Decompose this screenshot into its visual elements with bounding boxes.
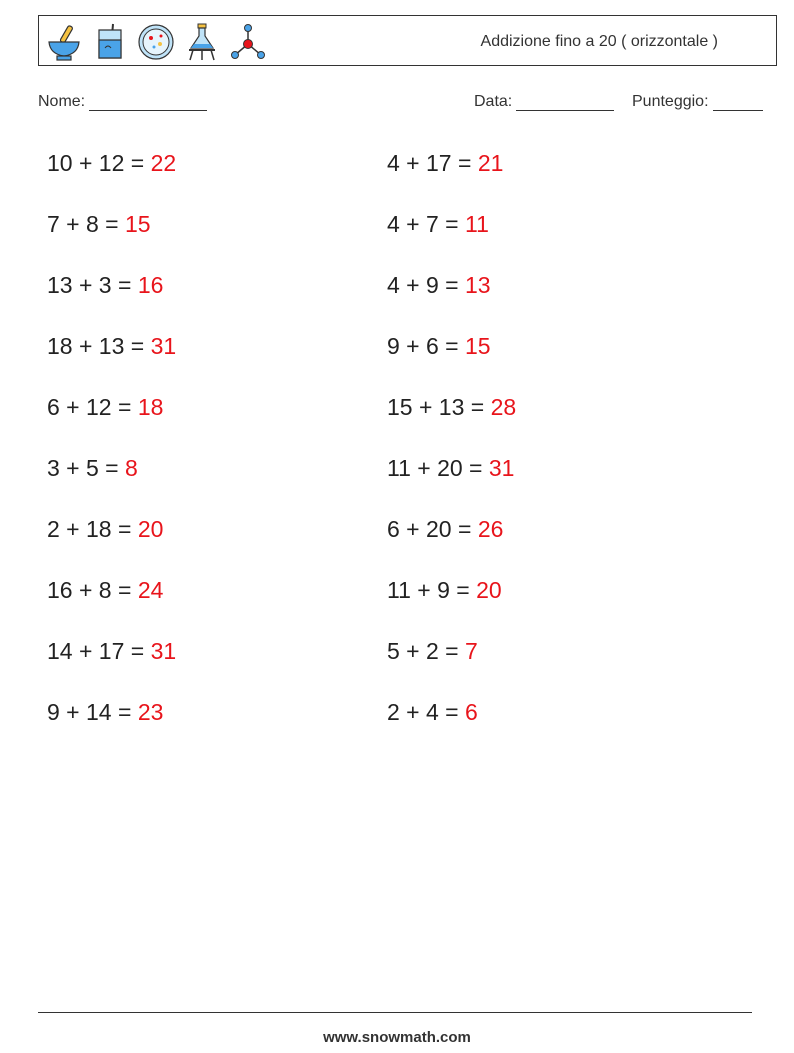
name-field — [38, 93, 207, 111]
problem-answer: 16 — [137, 272, 164, 298]
date-label: Data: — [474, 93, 513, 110]
petri-dish-icon — [137, 22, 175, 62]
problem-expression: 13 + 3 = — [47, 272, 138, 298]
problem-expression: 11 + 9 = — [387, 577, 477, 603]
problem-answer: 20 — [476, 577, 502, 603]
footer-website: www.snowmath.com — [323, 1029, 471, 1046]
molecule-icon — [229, 22, 267, 62]
score-blank[interactable] — [713, 94, 763, 111]
problem-expression: 9 + 14 = — [47, 699, 138, 725]
problem-answer: 23 — [137, 699, 164, 725]
mortar-pestle-icon — [45, 22, 83, 62]
problem-item — [47, 637, 176, 665]
problem-item — [387, 271, 491, 299]
problem-answer: 28 — [490, 394, 517, 420]
problem-item — [47, 332, 176, 360]
problem-item — [47, 393, 163, 421]
problem-item — [387, 637, 478, 665]
flask-burner-icon — [183, 22, 221, 62]
problem-expression: 7 + 8 = — [47, 211, 126, 237]
problem-answer: 8 — [125, 455, 138, 481]
problem-expression: 4 + 7 = — [387, 211, 466, 237]
problem-expression: 15 + 13 = — [387, 394, 491, 420]
problem-answer: 15 — [125, 211, 151, 237]
problem-answer: 6 — [465, 699, 478, 725]
problem-expression: 18 + 13 = — [47, 333, 151, 359]
problem-answer: 31 — [488, 455, 515, 481]
problem-item — [387, 393, 516, 421]
problem-answer: 13 — [465, 272, 491, 298]
problem-expression: 2 + 4 = — [387, 699, 466, 725]
problem-item — [387, 515, 503, 543]
score-label: Punteggio: — [632, 93, 709, 110]
problem-item — [47, 454, 138, 482]
problem-answer: 20 — [137, 516, 164, 542]
problem-expression: 6 + 20 = — [387, 516, 478, 542]
worksheet-header — [38, 15, 777, 66]
problem-answer: 22 — [150, 150, 177, 176]
problem-item — [47, 698, 163, 726]
problem-answer: 21 — [477, 150, 504, 176]
score-field — [632, 93, 763, 111]
name-label: Nome: — [38, 93, 86, 110]
problem-item — [47, 271, 163, 299]
problem-answer: 26 — [477, 516, 504, 542]
problem-expression: 3 + 5 = — [47, 455, 126, 481]
problem-item — [387, 210, 489, 238]
problem-expression: 5 + 2 = — [387, 638, 466, 664]
problem-item — [387, 332, 491, 360]
problem-answer: 31 — [150, 638, 177, 664]
problem-answer: 7 — [465, 638, 478, 664]
problem-answer: 18 — [137, 394, 164, 420]
problem-expression: 11 + 20 = — [387, 455, 489, 481]
problem-expression: 4 + 17 = — [387, 150, 478, 176]
problem-item — [47, 210, 151, 238]
problem-item — [47, 149, 176, 177]
problem-item — [387, 149, 503, 177]
problem-item — [47, 515, 163, 543]
date-blank[interactable] — [516, 94, 614, 111]
footer-divider — [38, 1012, 752, 1013]
beaker-icon — [91, 22, 129, 62]
name-blank[interactable] — [89, 94, 207, 111]
problem-expression: 2 + 18 = — [47, 516, 138, 542]
problem-item — [47, 576, 163, 604]
problem-item — [387, 576, 502, 604]
problem-expression: 6 + 12 = — [47, 394, 138, 420]
problem-expression: 10 + 12 = — [47, 150, 151, 176]
date-field — [474, 93, 614, 111]
problem-expression: 14 + 17 = — [47, 638, 151, 664]
problem-answer: 24 — [137, 577, 164, 603]
problem-expression: 16 + 8 = — [47, 577, 138, 603]
problem-answer: 31 — [150, 333, 177, 359]
header-icons — [45, 22, 267, 62]
worksheet-title: Addizione fino a 20 ( orizzontale ) — [480, 33, 718, 50]
problem-expression: 4 + 9 = — [387, 272, 466, 298]
problem-item — [387, 698, 478, 726]
problem-item — [387, 454, 514, 482]
problem-answer: 11 — [465, 211, 489, 237]
problem-expression: 9 + 6 = — [387, 333, 466, 359]
problem-answer: 15 — [465, 333, 491, 359]
